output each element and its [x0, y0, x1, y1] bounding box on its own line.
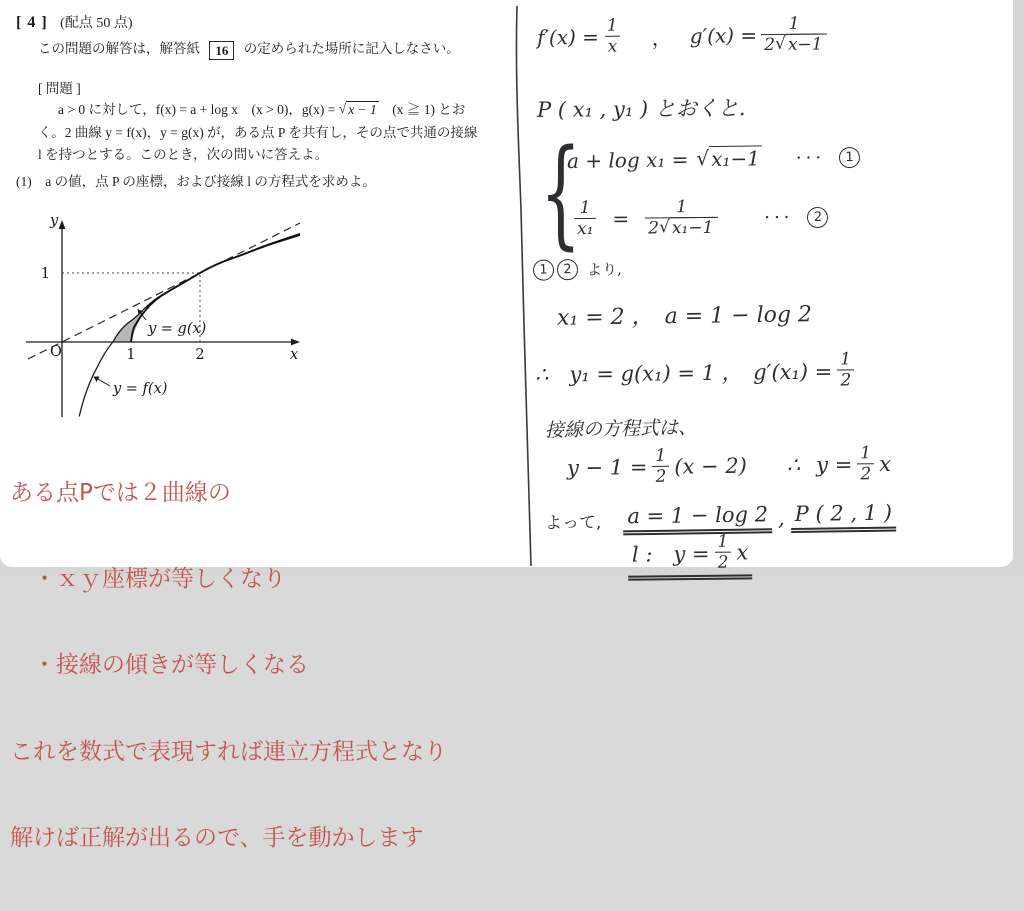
tangent-line-dashed: [28, 223, 300, 359]
circled-1: 1: [533, 259, 554, 280]
x-tick-2: 2: [195, 347, 205, 363]
annotation-line: ・ｘｙ座標が等しくなり: [10, 565, 286, 592]
frac-1-over-2sqrt-x1: $\frac{1}{\text{2√ x₁−1}}$: [645, 198, 718, 239]
hw-from-equations: [533, 258, 622, 281]
hw-result-x1-a: [557, 297, 812, 332]
radical-sign: √: [338, 101, 347, 116]
problem-points: (配点 50 点): [60, 16, 133, 31]
instruction-post: の定められた場所に記入しなさい。: [243, 41, 460, 56]
statement-line1-pre: a > 0 に対して，f(x) = a + log x (x > 0)，g(x) =: [58, 102, 339, 117]
final-point-p: P ( 2 , 1 ): [790, 501, 896, 533]
statement-line3: l を持つとする。このとき，次の問いに答えよ。: [38, 147, 329, 162]
lecture-annotation: [10, 421, 447, 911]
hw-tangent-intro: [545, 412, 698, 442]
final-line-lhs: l : y =: [631, 541, 710, 567]
point-definition-text: P ( x₁ , y₁ ) とおくと.: [536, 96, 746, 122]
radicand: x₁−1: [709, 145, 762, 171]
x-axis-label: x: [290, 347, 299, 363]
circled-2: 2: [807, 206, 828, 227]
section-label: [ 問題 ]: [38, 81, 81, 96]
final-tangent-equation: [628, 532, 753, 580]
coef-2: 2: [648, 218, 660, 239]
y-axis-arrow: [59, 220, 66, 229]
hw-final-line: [628, 532, 753, 580]
frac-1-over-2: $\frac{1}{2}$: [713, 533, 732, 573]
from-eqs-text: より,: [586, 260, 622, 279]
question-1: (1) a の値，点 P の座標，および接線 l の方程式を求めよ。: [16, 174, 376, 189]
hw-result-y1: [535, 350, 860, 393]
circled-1: 1: [839, 146, 860, 167]
hw-equation-1: [567, 145, 860, 173]
instruction-pre: この問題の解答は，解答紙: [38, 41, 200, 56]
coef-2: 2: [764, 35, 776, 56]
radical-sign: √: [696, 146, 710, 171]
f-label-arrow: [96, 378, 110, 386]
result-y1-pre: ∴ y₁ = g(x₁) = 1 ， g′(x₁) =: [534, 359, 833, 387]
f-prime-lhs: f′(x) =: [536, 24, 600, 50]
answer-instruction: [38, 37, 460, 60]
problem-statement: [38, 99, 486, 167]
circled-2: 2: [557, 259, 578, 280]
x-tick-1: 1: [126, 347, 136, 363]
frac-1-over-x: $\frac{1}{x}$: [603, 17, 622, 57]
x-axis-arrow: [291, 339, 300, 346]
function-graph: [22, 212, 324, 420]
radical-sign: √: [774, 33, 786, 55]
hw-equation-2: [570, 197, 829, 239]
frac-1-over-2: $\frac{1}{2}$: [836, 350, 855, 390]
annotation-line: ・接線の傾きが等しくなる: [10, 652, 309, 679]
f-curve-label: y = f(x): [113, 381, 168, 397]
annotation-line: 解けば正解が出るので、手を動かします: [10, 825, 424, 852]
eq2-dots: ···: [764, 206, 794, 228]
den-2sqrt: [761, 34, 828, 56]
separator-comma: ，: [651, 25, 672, 50]
eq1-lhs: a + log x₁ =: [566, 147, 689, 174]
y-axis-label: y: [50, 213, 59, 229]
hw-derivatives: [537, 14, 832, 57]
statement-line1-post: (x ≧ 1) とお: [378, 102, 466, 117]
sqrt-x-minus-1: [774, 33, 825, 56]
statement-line2: く。2 曲線 y = f(x)，y = g(x) が，ある点 P を共有し，その点で共通の接線: [38, 124, 478, 140]
conclusion-intro: よって,: [544, 512, 602, 534]
statement-line1: [58, 99, 486, 122]
annotation-line: これを数式で表現すれば連立方程式となり: [10, 738, 447, 765]
therefore-sign: ∴: [786, 453, 801, 478]
problem-number: [ 4 ]: [16, 14, 48, 31]
frac-1-over-2: $\frac{1}{2}$: [856, 444, 875, 484]
radicand: x − 1: [348, 102, 377, 117]
sqrt-x1-minus-1: [696, 146, 762, 171]
g-prime-lhs: g′(x) =: [689, 23, 758, 48]
eq2-equals: =: [612, 206, 630, 231]
radicand: x−1: [786, 34, 825, 55]
den-2sqrt-x1: [645, 217, 718, 239]
answer-sheet-number-box: 16: [209, 41, 234, 60]
frac-1-over-2sqrt: $\frac{1}{2√ x-1}$: [761, 15, 828, 56]
sqrt-expression: [339, 99, 379, 122]
tangent-intro-text: 接線の方程式は、: [544, 416, 698, 442]
frac-1-over-2: $\frac{1}{2}$: [651, 447, 670, 487]
radical-sign: √: [658, 217, 671, 238]
frac-1-over-x1: $\frac{1}{\text{x₁}}$: [574, 199, 597, 239]
tangent-eq-result-x: x: [879, 452, 892, 477]
final-line-x: x: [736, 540, 749, 565]
final-a-value: a = 1 − log 2: [623, 502, 772, 535]
hw-tangent-equation: [567, 444, 891, 488]
system-brace: {: [540, 123, 582, 261]
tangent-eq-mid: (x − 2): [674, 453, 747, 479]
tangent-eq-lhs: y − 1 =: [566, 455, 648, 481]
g-curve-label: y = g(x): [148, 321, 207, 337]
annotation-line: ある点Pでは２曲線の: [10, 479, 231, 506]
eq1-dots: ···: [795, 146, 826, 169]
problem-header: [16, 12, 132, 32]
result-x1-a-text: x₁ = 2 ， a = 1 − log 2: [556, 302, 813, 331]
sqrt-x1-minus-1: [659, 219, 715, 239]
conclusion-comma: ,: [777, 505, 785, 530]
origin-label: O: [50, 344, 62, 360]
y-tick-1: 1: [40, 266, 50, 282]
radicand: x₁−1: [670, 217, 716, 238]
hw-point-definition: [537, 92, 746, 124]
tangent-eq-result-lhs: y =: [816, 452, 853, 477]
